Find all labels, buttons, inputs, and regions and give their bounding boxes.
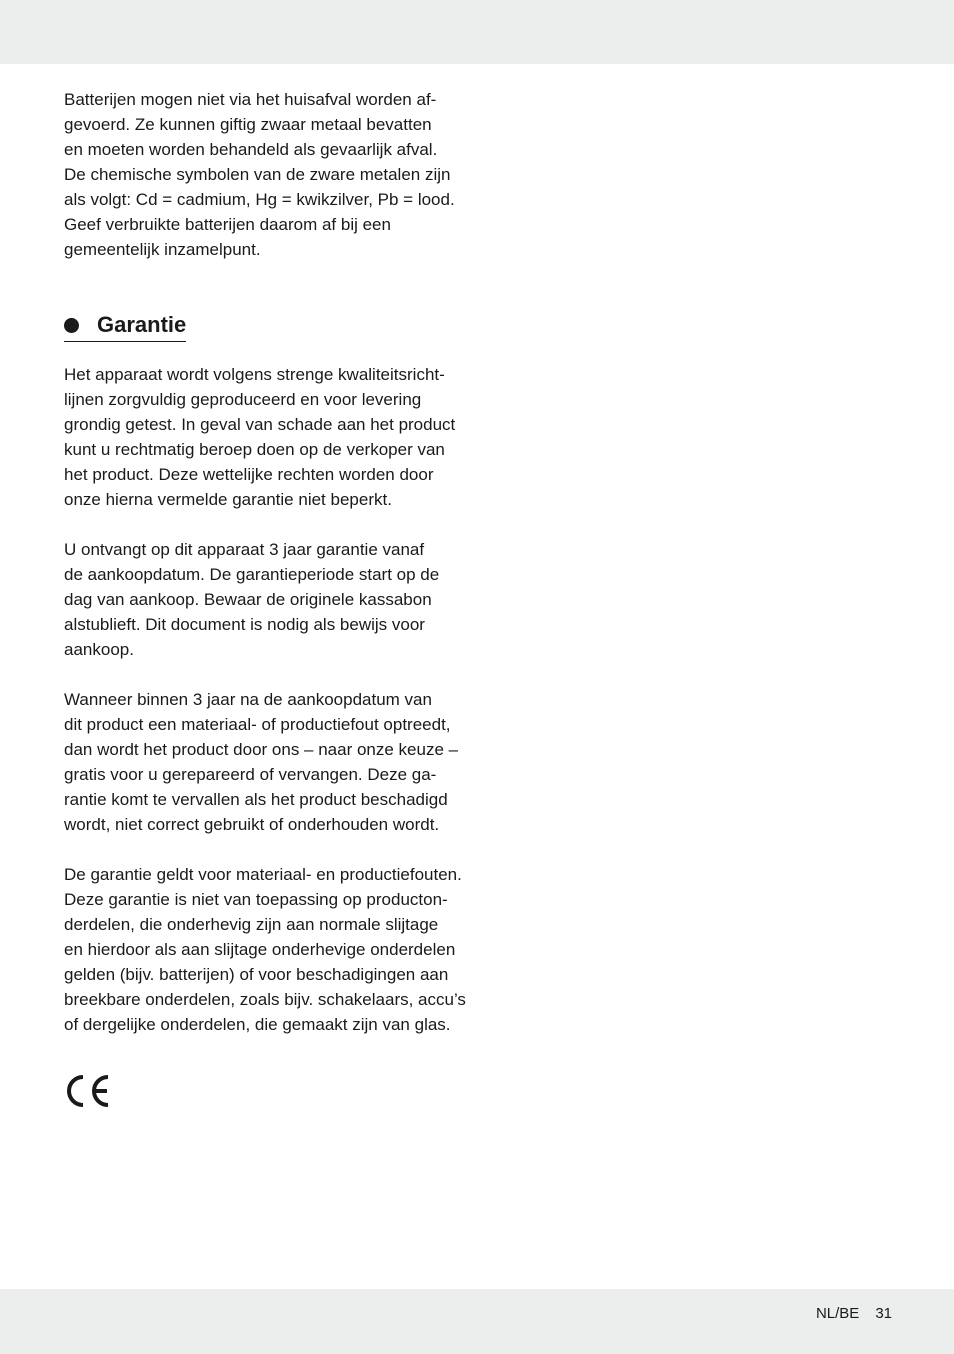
warranty-paragraph-3: Wanneer binnen 3 jaar na de aankoopdatum van dit product een materiaal- of productiefout optreedt, dan wordt het product door ons – naar onze keuze – gratis voor u gerepareerd of vervangen. Deze ga- rantie komt te vervallen als het product beschadigd wordt, niet correct gebruikt of onderhouden wordt. bbox=[64, 690, 459, 834]
footer-language-code: NL/BE bbox=[815, 1305, 860, 1322]
warranty-paragraph-2: U ontvangt op dit apparaat 3 jaar garantie vanaf de aankoopdatum. De garantieperiode start op de dag van aankoop. Bewaar de originele kassabon alstublieft. Dit document is nodig als bewijs voor aankoop. bbox=[64, 540, 440, 659]
battery-disposal-paragraph: Batterijen mogen niet via het huisafval worden af- gevoerd. Ze kunnen giftig zwaar metaal bevatten en moeten worden behandeld als gevaarlijk afval. De chemische symbolen van de zware metalen zijn als volgt: Cd = cadmium, Hg = kwikzilver, Pb = lood. Geef verbruikte batterijen daarom af bij een gemeentelijk inzamelpunt. bbox=[64, 90, 455, 259]
page-footer bbox=[816, 1305, 892, 1322]
warranty-paragraph-4: De garantie geldt voor materiaal- en productiefouten. Deze garantie is niet van toepassing op producton- derdelen, die onderhevig zijn aan normale slijtage en hierdoor als aan slijtage onderhevige onderdelen gelden (bijv. batterijen) of voor beschadigingen aan breekbare onderdelen, zoals bijv. schakelaars, accu’s of dergelijke onderdelen, die gemaakt zijn van glas. bbox=[64, 865, 466, 1034]
warranty-paragraph-1: Het apparaat wordt volgens strenge kwaliteitsricht- lijnen zorgvuldig geproduceerd en voor levering grondig getest. In geval van schade aan het product kunt u rechtmatig beroep doen op de verkoper van het product. Deze wettelijke rechten worden door onze hierna vermelde garantie niet beperkt. bbox=[64, 365, 456, 509]
content-column bbox=[64, 87, 468, 1109]
section-heading-text: Garantie bbox=[97, 312, 187, 337]
ce-mark-icon bbox=[64, 1073, 112, 1109]
section-heading-garantie bbox=[64, 311, 186, 342]
footer-band bbox=[0, 1289, 954, 1354]
header-band bbox=[0, 0, 954, 64]
bullet-icon bbox=[64, 318, 79, 333]
page-number: 31 bbox=[875, 1305, 892, 1322]
